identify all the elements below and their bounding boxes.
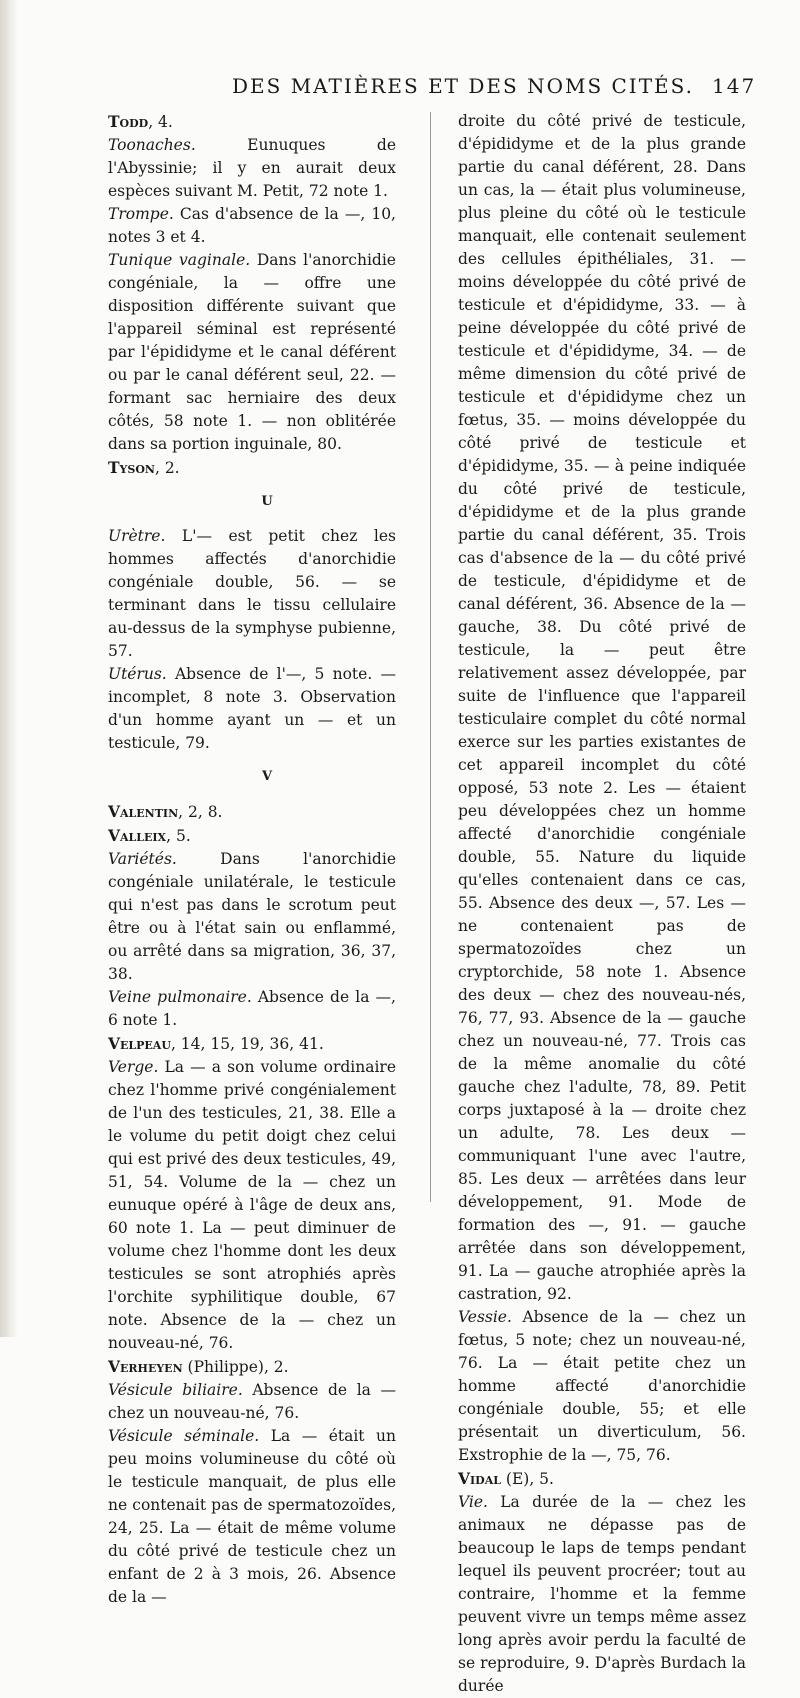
index-entry-trompe (108, 203, 396, 249)
index-entry-uretre (108, 525, 396, 663)
entry-term: Vie. (458, 1493, 488, 1511)
index-entry-verge (108, 1056, 396, 1355)
index-entry-vie (458, 1491, 746, 1698)
index-entry-tyson (108, 456, 396, 480)
entry-term: Vésicule biliaire. (108, 1381, 243, 1399)
index-entry-todd (108, 110, 396, 134)
entry-head: Valentin (108, 802, 179, 821)
entry-term: Tunique vaginale. (108, 251, 251, 269)
index-entry-continuation: droite du côté privé de testicule, d'épididyme et de la plus grande partie du canal déférent, 28. Dans un cas, la — était plus volumineuse, plus pleine du côté où le testicule manquait, elle contenait seulement des cellules épithéliales, 31. — moins développée du côté privé de testicule et d'épididyme, 33. — à peine développée du côté privé de testicule et d'épididyme, 34. — de même dimension du côté privé de testicule et d'épididyme chez un fœtus, 35. — moins développée du côté privé de testicule et d'épididyme, 35. — à peine indiquée du côté privé de testicule, d'épididyme et de la plus grande partie du canal déférent, 35. Trois cas d'absence de la — du côté privé de testicule, d'épididyme et de canal déférent, 36. Absence de la — gauche, 38. Du côté privé de testicule, la — peut être relativement assez développée, par suite de l'influence que l'appareil testiculaire complet du côté normal exerce sur les parties existantes de cet appareil incomplet du côté opposé, 53 note 2. Les — étaient peu développées chez un homme affecté d'anorchidie congéniale double, 55. Nature du liquide qu'elles contenaient dans ce cas, 55. Absence des deux —, 57. Les — ne contenaient pas de spermatozoïdes chez un cryptorchide, 58 note 1. Absence des deux — chez des nouveau-nés, 76, 77, 93. Absence de la — gauche chez un nouveau-né, 77. Trois cas de la même anomalie du côté gauche chez l'adulte, 78, 89. Petit corps juxtaposé à la — droite chez un adulte, 78. Les deux — communiquant l'une avec l'autre, 85. Les deux — arrêtées dans leur développement, 91. Mode de formation des —, 91. — gauche arrêtée dans son développement, 91. La — gauche atrophiée après la castration, 92. (458, 112, 746, 1303)
entry-term: Variétés. (108, 850, 177, 868)
entry-term: Utérus. (108, 665, 167, 683)
entry-head: Valleix (108, 826, 167, 845)
entry-text: Absence de la — chez un fœtus, 5 note; chez un nouveau-né, 76. La — était petite chez un homme affecté d'anorchidie congéniale double, 55; et elle présentait un diverticulum, 56. Exstrophie de la —, 75, 76. (458, 1308, 746, 1464)
entry-head: Vidal (458, 1469, 501, 1488)
entry-text: Absence de l'—, 5 note. — incomplet, 8 note 3. Observation d'un homme ayant un — et un testicule, 79. (108, 665, 396, 752)
entry-text: , 4. (148, 113, 173, 131)
index-entry-vidal (458, 1467, 746, 1491)
header-title: DES MATIÈRES ET DES NOMS CITÉS. (232, 74, 694, 98)
entry-head: Tyson (108, 458, 155, 477)
entry-text: Dans l'anorchidie congéniale, la — offre une disposition différente suivant que l'appareil séminal est représenté par l'épididyme et le canal déférent ou par le canal déférent seul, 22. — formant sac herniaire des deux côtés, 58 note 1. — non oblitérée dans sa portion inguinale, 80. (108, 251, 396, 453)
entry-term: Vessie. (458, 1308, 512, 1326)
left-column (108, 110, 396, 1609)
entry-text: L'— est petit chez les hommes affectés d'anorchidie congéniale double, 56. — se terminant dans le tissu cellulaire au-dessus de la symphyse pubienne, 57. (108, 527, 396, 660)
entry-term: Vésicule séminale. (108, 1427, 260, 1445)
entry-term: Trompe. (108, 205, 174, 223)
right-column (458, 110, 746, 1698)
entry-text: Eunuques de l'Abyssinie; il y en aurait deux espèces suivant M. Petit, 72 note 1. (108, 136, 396, 200)
entry-text: (Philippe), 2. (182, 1358, 289, 1376)
index-entry-veine-pulmonaire (108, 986, 396, 1032)
entry-text: La — a son volume ordinaire chez l'homme privé congénialement de l'un des testicules, 21, 38. Elle a le volume du petit doigt chez celui qui est privé des deux testicules, 49, 51, 54. Volume de la — chez un eunuque opéré à l'âge de deux ans, 60 note 1. La — peut diminuer de volume chez l'homme dont les deux testicules se sont atrophiés après l'orchite syphilitique double, 67 note. Absence de la — chez un nouveau-né, 76. (108, 1058, 396, 1352)
entry-head: Verheyen (108, 1357, 183, 1376)
index-entry-velpeau (108, 1032, 396, 1056)
entry-text: Cas d'absence de la —, 10, notes 3 et 4. (108, 205, 396, 246)
section-letter-v: V (261, 769, 273, 784)
index-entry-uterus (108, 663, 396, 755)
entry-text: La durée de la — chez les animaux ne dépasse pas de beaucoup le laps de temps pendant lequel ils peuvent procréer; tout au contraire, l'homme et la femme peuvent vivre un temps même assez long après avoir perdu la faculté de se reproduire, 9. D'après Burdach la durée (458, 1493, 746, 1695)
index-entry-valleix (108, 824, 396, 848)
index-entry-verheyen (108, 1355, 396, 1379)
entry-head: Todd (108, 112, 149, 131)
entry-text: , 5. (166, 827, 191, 845)
column-divider (430, 112, 431, 1202)
entry-text: Absence de la — chez un nouveau-né, 76. (108, 1381, 396, 1422)
index-entry-tunique (108, 249, 396, 456)
entry-text: , 2. (154, 459, 180, 477)
entry-term: Toonaches. (108, 136, 196, 154)
index-entry-vessie (458, 1306, 746, 1467)
page-number: 147 (712, 74, 757, 98)
index-entry-valentin (108, 800, 396, 824)
index-entry-varietes (108, 848, 396, 986)
entry-text: , 2, 8. (178, 803, 223, 821)
index-entry-vesicule-seminale (108, 1425, 396, 1609)
entry-head: Velpeau (108, 1034, 171, 1053)
index-entry-toonaches (108, 134, 396, 203)
entry-term: Verge. (108, 1058, 159, 1076)
entry-text: Absence de la —, 6 note 1. (108, 988, 396, 1029)
index-entry-vesicule-biliaire (108, 1379, 396, 1425)
entry-text: La — était un peu moins volumineuse du côté où le testicule manquait, de plus elle ne contenait pas de spermatozoïdes, 24, 25. La — était de même volume du côté privé de testicule chez un enfant de 2 à 3 mois, 26. Absence de la — (108, 1427, 396, 1606)
entry-term: Urètre. (108, 527, 166, 545)
entry-text: Dans l'anorchidie congéniale unilatérale, le testicule qui n'est pas dans le scrotum peut être ou à l'état sain ou enflammé, ou arrêté dans sa migration, 36, 37, 38. (108, 850, 396, 983)
entry-text: , 14, 15, 19, 36, 41. (170, 1035, 324, 1053)
entry-term: Veine pulmonaire. (108, 988, 252, 1006)
page-spine-shadow (0, 0, 18, 1337)
section-letter-u: U (261, 494, 273, 509)
entry-text: (E), 5. (500, 1470, 554, 1488)
